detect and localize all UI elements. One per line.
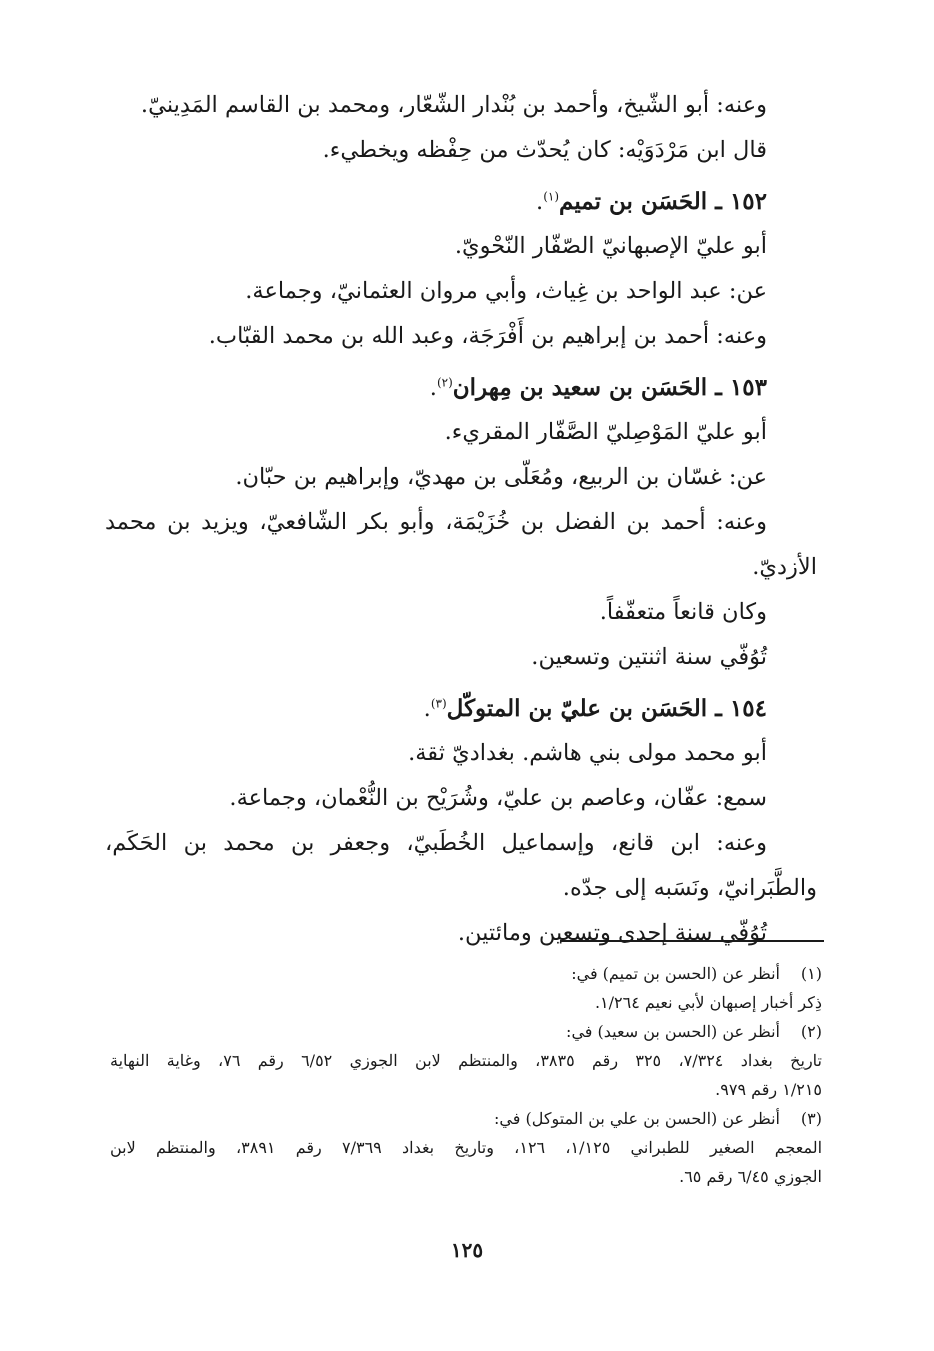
footnote-text: ١/٢١٥ رقم ٩٧٩. xyxy=(715,1080,822,1099)
text-line: والطَّبَرانيّ، ونَسَبه إلى جدّه. xyxy=(562,875,817,901)
footnote-number: (٣) xyxy=(800,1109,822,1128)
text-line: وعنه: أحمد بن الفضل بن خُزَيْمَة، وأبو بكر الشّافعيّ، ويزيد بن محمد xyxy=(105,509,767,535)
footnote-text: أنظر عن (الحسن بن علي بن المتوكل) في: xyxy=(494,1109,780,1128)
footnote-ref: (٣) xyxy=(430,696,447,711)
text-line: عن: عبد الواحد بن غِياث، وأبي مروان العثمانيّ، وجماعة. xyxy=(245,278,767,304)
footnote-text: ذِكر أخبار إصبهان لأبي نعيم ١/٢٦٤. xyxy=(594,993,822,1012)
footnote-text: أنظر عن (الحسن بن تميم) في: xyxy=(571,964,780,983)
entry-title: ١٥٤ ـ الحَسَن بن عليّ بن المتوكّل xyxy=(446,695,767,722)
text-line: وعنه: ابن قانع، وإسماعيل الخُطَبيّ، وجعفر بن محمد بن الحَكَم، xyxy=(105,830,767,856)
footnote-text: المعجم الصغير للطبراني ١/١٢٥، ١٢٦، وتاريخ بغداد ٧/٣٦٩ رقم ٣٨٩١، والمنتظم لابن xyxy=(110,1138,823,1157)
entry-title: ١٥٢ ـ الحَسَن بن تميم xyxy=(559,188,767,215)
entry-title: ١٥٣ ـ الحَسَن بن سعيد بن مِهران xyxy=(452,374,767,401)
footnote-text: تاريخ بغداد ٧/٣٢٤، ٣٢٥ رقم ٣٨٣٥، والمنتظم لابن الجوزي ٦/٥٢ رقم ٧٦، وغاية النهاية xyxy=(110,1051,822,1070)
entry-title-dot: . xyxy=(423,696,431,722)
footnotes xyxy=(110,962,822,1194)
text-line: وعنه: أبو الشّيخ، وأحمد بن بُنْدار الشّعّار، ومحمد بن القاسم المَدِينيّ. xyxy=(140,92,767,118)
entry-title-dot: . xyxy=(429,375,437,401)
footnote-item xyxy=(110,1107,822,1136)
entry-heading xyxy=(105,695,817,740)
footnote-divider xyxy=(560,940,824,942)
entry-heading xyxy=(105,188,817,233)
page-number: ١٢٥ xyxy=(450,1238,484,1262)
text-line: الأزديّ. xyxy=(752,554,817,580)
text-line: أبو عليّ الإصبهانيّ الصّفّار النّحْويّ. xyxy=(454,233,767,259)
text-line: سمع: عفّان، وعاصم بن عليّ، وشُرَيْح بن النُّعْمان، وجماعة. xyxy=(229,785,767,811)
footnote-text: أنظر عن (الحسن بن سعيد) في: xyxy=(566,1022,780,1041)
text-line: أبو محمد مولى بني هاشم. بغداديّ ثقة. xyxy=(408,740,767,766)
entry-title-dot: . xyxy=(536,189,544,215)
main-text xyxy=(105,92,817,965)
text-line: وكان قانعاً متعفّفاً. xyxy=(599,599,767,625)
text-line: تُوُفّي سنة إحدى وتسعين ومائتين. xyxy=(457,920,767,946)
footnote-number: (١) xyxy=(800,964,822,983)
entry-heading xyxy=(105,374,817,419)
text-line: عن: غسّان بن الربيع، ومُعَلّى بن مهديّ، وإبراهيم بن حبّان. xyxy=(235,464,767,490)
text-line: تُوُفّي سنة اثنتين وتسعين. xyxy=(531,644,767,670)
footnote-text: الجوزي ٦/٤٥ رقم ٦٥. xyxy=(679,1167,822,1186)
footnote-number: (٢) xyxy=(800,1022,822,1041)
text-line: قال ابن مَرْدَوَيْه: كان يُحدّث من حِفْظه ويخطيء. xyxy=(322,137,767,163)
footnote-item xyxy=(110,962,822,991)
text-line: وعنه: أحمد بن إبراهيم بن أَفْرَجَة، وعبد الله بن محمد القبّاب. xyxy=(208,323,767,349)
footnote-ref: (٢) xyxy=(436,375,453,390)
footnote-ref: (١) xyxy=(543,189,560,204)
footnote-item xyxy=(110,1020,822,1049)
text-line: أبو عليّ المَوْصِليّ الصَّفّار المقريء. xyxy=(444,419,767,445)
